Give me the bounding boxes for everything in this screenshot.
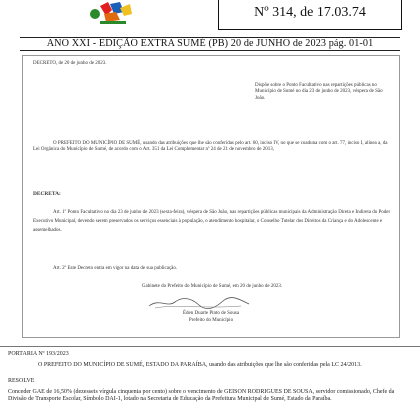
decree-decreta-label: DECRETA: xyxy=(33,191,61,197)
edition-line: ANO XXI - EDIÇÃO EXTRA SUMÉ (PB) 20 de JUNHO de 2023 pág. 01-01 xyxy=(46,38,374,49)
signature-stamp xyxy=(145,296,255,310)
portaria-number: PORTARIA Nº 193/2023 xyxy=(8,351,69,357)
decree-article-1: Art. 1º Ponto Facultativo no dia 23 de junho de 2023 (sexta-feira), véspera de São João, nas repartições públicas municipais da Administração Direta e Indireta do Poder Executivo Municipal, devendo serem preservados os serviços essenciais à população, o atendimento hospitalar, o Conselho Tutelar dos Direitos da Criança e do Adolescente e assemelhados. xyxy=(33,210,391,233)
municipal-logo xyxy=(86,0,140,26)
decree-signer-name: Éden Duarte Pinto de Sousa xyxy=(182,311,240,316)
decree-article-2: Art. 2º Este Decreto entra em vigor na data de sua publicação. xyxy=(53,266,178,271)
decree-preamble: O PREFEITO DO MUNICÍPIO DE SUMÉ, usando das atribuições que lhe são conferidas pelo art. 60, inciso IV, no que se coaduna com o art. 77, inciso I, alínea a, da Lei Orgânica do Município de Sumé, de acordo com o Art. 351 da Lei Complementar nº 24 de 21 de novembro de 2013, xyxy=(33,141,388,153)
decree-signer-role: Prefeito do Município xyxy=(188,318,234,323)
decree-document xyxy=(22,55,400,338)
decree-closing: Gabinete do Prefeito do Município de Sumé, em 20 de junho de 2023. xyxy=(141,284,283,289)
law-reference: Nº 314, de 17.03.74 xyxy=(254,5,366,20)
law-reference-box xyxy=(218,0,402,30)
section-divider xyxy=(0,346,420,347)
edition-rule-bottom xyxy=(20,50,400,51)
decree-summary: Dispõe sobre o Ponto Facultativo nas repartições públicas no Município de Sumé no dia 23 de junho de 2023, véspera de São João. xyxy=(255,83,383,101)
portaria-resolution: Conceder GAE de 16,50% (dezesseis vírgula cinquenta por cento) sobre o vencimento de GEISON RODRIGUES DE SOUSA, servidor comissionado, Chefe da Divisão de Transporte Escolar, Símbolo DAI-1, lotado na Secretaria de Educação da Prefeitura Municipal de Sumé, Estado da Paraíba. xyxy=(8,389,395,402)
decree-heading: DECRETO, de 20 de junho de 2023. xyxy=(33,61,107,66)
portaria-intro: O PREFEITO DO MUNICÍPIO DE SUMÉ, ESTADO DA PARAÍBA, usando das atribuições que lhe são conferidas pela LC 24/2013. xyxy=(38,362,362,368)
portaria-resolve: RESOLVE xyxy=(8,378,35,384)
